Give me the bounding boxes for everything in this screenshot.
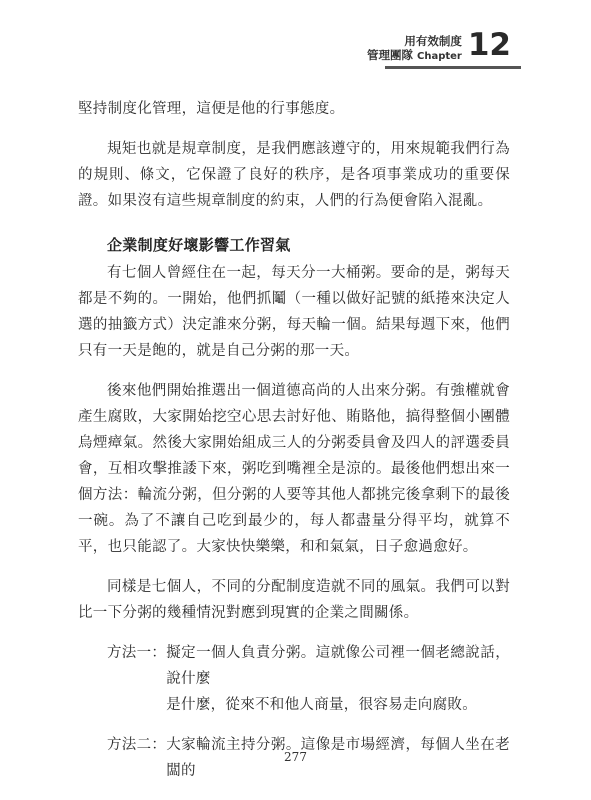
method-text-line: 是什麼，從來不和他人商量，很容易走向腐敗。	[166, 697, 478, 713]
paragraph-4: 後來他們開始推選出一個道德高尚的人出來分粥。有強權就會產生腐敗，大家開始挖空心思去討好他、賄賂他，搞得整個小團體烏煙瘴氣。然後大家開始組成三人的分粥委員會及四人的評選委員會，互相攻擊推諉下來，粥吃到嘴裡全是涼的。最後他們想出來一個方法：輪流分粥，但分粥的人要等其他人都挑完後拿剩下的最後一碗。為了不讓自己吃到最少的，每人都盡量分得平均，就算不平，也只能認了。大家快快樂樂，和和氣氣，日子愈過愈好。	[78, 383, 510, 555]
chapter-title-text: 管理團隊	[367, 48, 413, 62]
running-header-text	[367, 30, 462, 64]
method-text-line: 大家輪流主持分粥。這像是市場經濟，每個人坐在老闆的	[166, 737, 510, 779]
paragraph-1: 堅持制度化管理，這便是他的行事態度。	[78, 101, 345, 117]
paragraph-5: 同樣是七個人，不同的分配制度造就不同的風氣。我們可以對比一下分粥的幾種情況對應到現實的企業之間關係。	[78, 579, 510, 621]
method-label: 方法一：	[107, 645, 167, 661]
header-rule	[385, 66, 521, 69]
section-heading: 企業制度好壞影響工作習氣	[107, 236, 291, 254]
page-number: 277	[284, 750, 307, 764]
chapter-label: Chapter	[417, 51, 462, 62]
chapter-number: 12	[467, 27, 511, 63]
paragraph-2: 規矩也就是規章制度，是我們應該遵守的，用來規範我們行為的規則、條文，它保證了良好的秩序，是各項事業成功的重要保證。如果沒有這些規章制度的約束，人們的行為便會陷入混亂。	[78, 141, 510, 209]
method-item	[78, 640, 510, 718]
running-header	[367, 27, 511, 64]
paragraph-3: 有七個人曾經住在一起，每天分一大桶粥。要命的是，粥每天都是不夠的。一開始，他們抓鬮（一種以做好記號的紙捲來決定人選的抽籤方式）決定誰來分粥，每天輪一個。結果每週下來，他們只有一天是飽的，就是自己分粥的那一天。	[78, 265, 510, 359]
chapter-title	[367, 48, 462, 64]
book-title: 用有效制度	[404, 34, 462, 48]
method-text-line: 擬定一個人負責分粥。這就像公司裡一個老總說話，說什麼	[166, 645, 510, 687]
method-text	[166, 640, 510, 718]
method-label: 方法二：	[107, 737, 167, 753]
page-body	[78, 96, 510, 784]
